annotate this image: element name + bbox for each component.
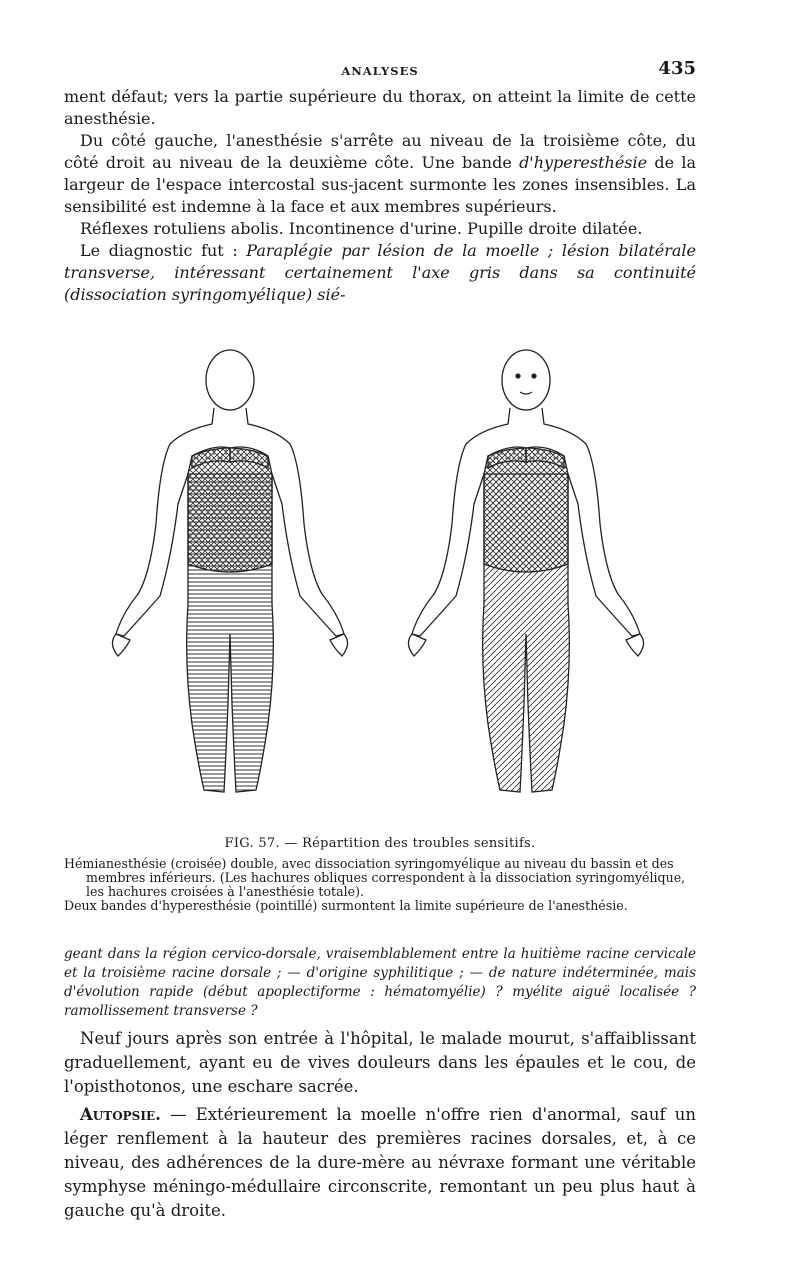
paragraph-2-b: de la largeur de l'espace intercostal sus-jacent surmonte les zones insensibles. La sensibilité est indemne à la face et aux membres supérieurs. bbox=[64, 153, 696, 216]
document-page bbox=[64, 56, 696, 1223]
paragraph-2-emphasis: d'hyperesthésie bbox=[519, 153, 648, 172]
paragraph-2-a: Du côté gauche, l'anesthésie s'arrête au niveau de la troisième côte, du côté droit au niveau de la deuxième côte. Une bande bbox=[64, 131, 696, 172]
paragraph-3: Réflexes rotuliens abolis. Incontinence d'urine. Pupille droite dilatée. bbox=[80, 219, 643, 238]
paragraph-1: ment défaut; vers la partie supérieure du thorax, on atteint la limite de cette anesthésie. bbox=[64, 87, 696, 128]
caption-line-1: Hémianesthésie (croisée) double, avec dissociation syringomyélique au niveau du bassin et des membres inférieurs. (Les hachures obliques correspondent à la dissociation syringomyélique, les hachures croisées à l'anesthésie totale). bbox=[64, 856, 686, 899]
paragraph-4-emphasis: Paraplégie par lésion de la moelle ; lésion bilatérale transverse, intéressant certainement l'axe gris dans sa continuité (dissociation syringomyélique) sié- bbox=[64, 241, 696, 304]
paragraph-2 bbox=[64, 130, 696, 218]
continuation-text bbox=[64, 945, 696, 1021]
back-view-figure bbox=[112, 350, 347, 792]
front-view-figure bbox=[408, 350, 643, 792]
caption-line-2: Deux bandes d'hyperesthésie (pointillé) surmontent la limite supérieure de l'anesthésie. bbox=[64, 898, 628, 913]
paragraph-6-text: — Extérieurement la moelle n'offre rien d'anormal, sauf un léger renflement à la hauteur des premières racines dorsales, et, à ce niveau, des adhérences de la dure-mère au névraxe formant une véritable symphyse méningo-médullaire circonscrite, remontant un peu plus haut à gauche qu'à droite. bbox=[64, 1105, 696, 1220]
page-number: 435 bbox=[658, 58, 696, 79]
paragraph-4-a: Le diagnostic fut : bbox=[80, 241, 247, 260]
continuation-emphasis: geant dans la région cervico-dorsale, vraisemblablement entre la huitième racine cervicale et la troisième racine dorsale ; — d'origine syphilitique ; — de nature indéterminée, mais d'évolution rapide (début apoplectiforme : hématomyélie) ? myélite aiguë localisée ? ramollissement transverse ? bbox=[64, 946, 696, 1019]
autopsy-heading: Autopsie. bbox=[80, 1105, 161, 1124]
top-text bbox=[64, 86, 696, 306]
running-title: ANALYSES bbox=[341, 64, 419, 78]
paragraph-5: Neuf jours après son entrée à l'hôpital, le malade mourut, s'affaiblissant graduellement, ayant eu de vives douleurs dans les épaules et le cou, de l'opisthotonos, une eschare sacrée. bbox=[64, 1029, 696, 1096]
figure-caption bbox=[64, 857, 696, 913]
paragraph-6 bbox=[64, 1103, 696, 1223]
running-header bbox=[64, 56, 696, 86]
anatomical-body-diagram-icon bbox=[64, 344, 696, 814]
figure-57 bbox=[64, 344, 696, 814]
bottom-text bbox=[64, 1027, 696, 1223]
continuation-paragraph bbox=[64, 945, 696, 1021]
figure-caption-title: FIG. 57. — Répartition des troubles sensitifs. bbox=[224, 836, 536, 851]
paragraph-4 bbox=[64, 240, 696, 306]
